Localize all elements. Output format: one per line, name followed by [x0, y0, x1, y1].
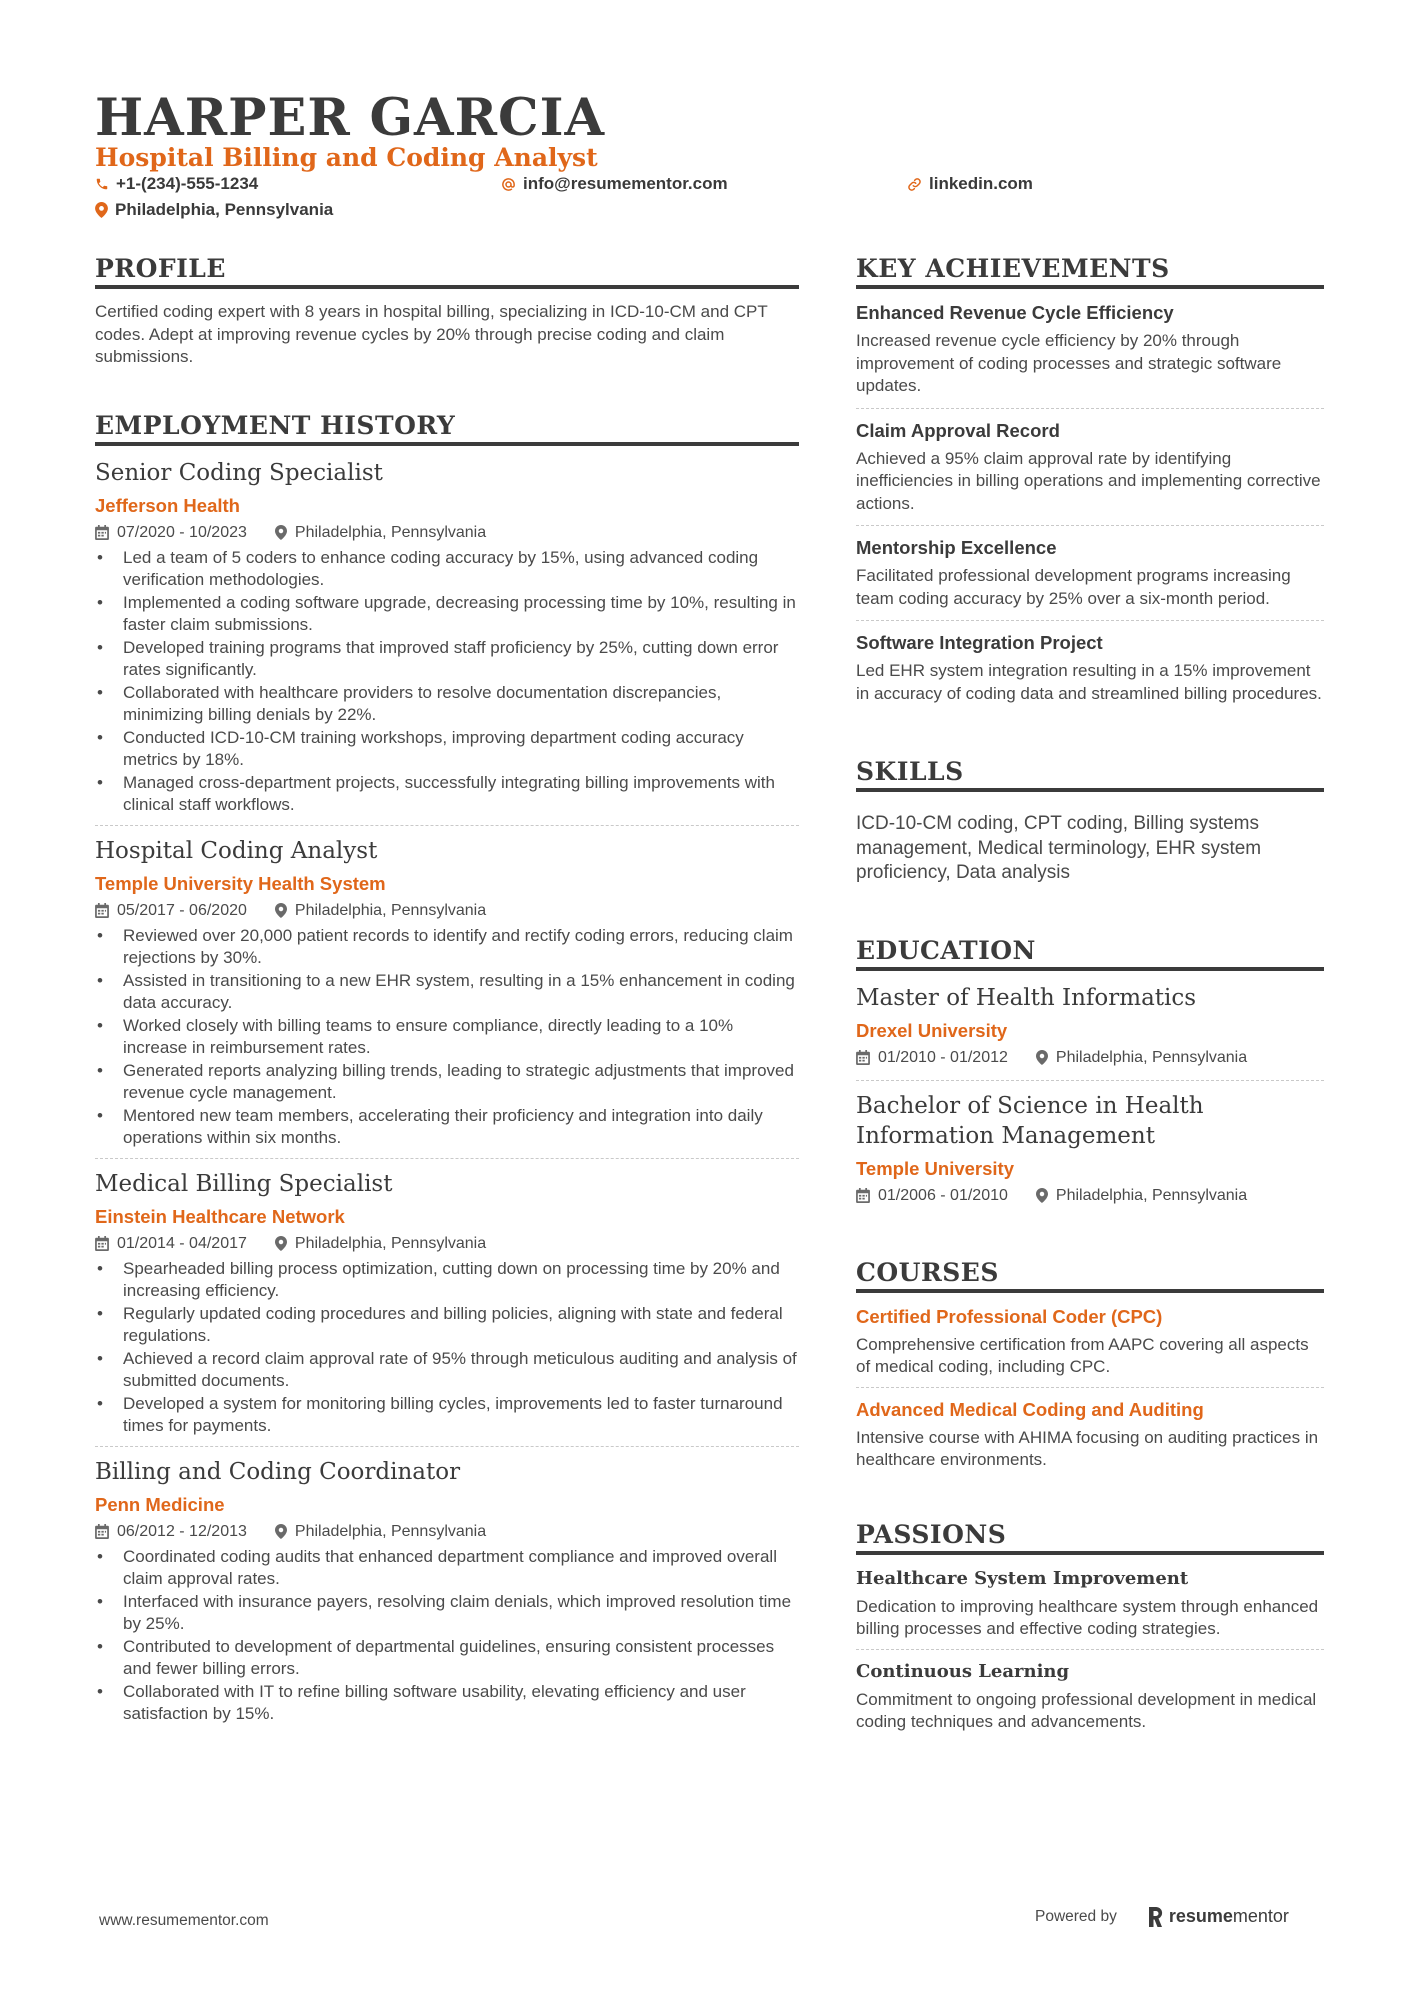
at-icon [501, 177, 516, 192]
education-dates: 01/2010 - 01/2012 [856, 1048, 1008, 1068]
list-item: • Coordinated coding audits that enhanced department compliance and improved overall claim approval rates. [95, 1546, 799, 1591]
list-item: • Assisted in transitioning to a new EHR system, resulting in a 15% enhancement in coding data accuracy. [95, 970, 799, 1015]
education-section [856, 936, 1324, 1218]
job-company: Temple University Health System [95, 872, 386, 894]
degree-title: Bachelor of Science in Health Information Management [856, 1092, 1204, 1149]
job-company: Penn Medicine [95, 1493, 225, 1515]
courses-heading: COURSES [856, 1258, 1324, 1293]
passion-item [856, 1567, 1324, 1650]
course-item [856, 1305, 1324, 1388]
candidate-role: Hospital Billing and Coding Analyst [95, 143, 598, 172]
location-pin-icon [275, 1236, 287, 1251]
job-entry [95, 458, 799, 826]
location-pin-icon [275, 525, 287, 540]
job-entry [95, 1457, 799, 1734]
job-dates: 05/2017 - 06/2020 [95, 901, 247, 921]
resumementor-logo-icon [1147, 1907, 1163, 1927]
achievement-title: Software Integration Project [856, 632, 1103, 653]
school-name: Temple University [856, 1157, 1014, 1179]
profile-heading: PROFILE [95, 254, 799, 289]
school-name: Drexel University [856, 1019, 1008, 1041]
profile-section [95, 254, 799, 369]
list-item: • Implemented a coding software upgrade, decreasing processing time by 10%, resulting in faster claim submissions. [95, 592, 799, 637]
job-location: Philadelphia, Pennsylvania [275, 1522, 486, 1542]
achievement-title: Claim Approval Record [856, 419, 1060, 441]
passion-title: Continuous Learning [856, 1660, 1070, 1682]
education-meta [856, 1048, 1324, 1068]
job-location: Philadelphia, Pennsylvania [275, 1234, 486, 1254]
job-entry [95, 836, 799, 1159]
achievement-item [856, 419, 1324, 527]
profile-text: Certified coding expert with 8 years in hospital billing, specializing in ICD-10-CM and CPT codes. Adept at improving revenue cycles by 20% through precise coding and claim submissions. [95, 302, 768, 366]
job-entry [95, 1169, 799, 1447]
job-location: Philadelphia, Pennsylvania [275, 901, 486, 921]
calendar-icon [95, 525, 109, 540]
calendar-icon [95, 1524, 109, 1539]
list-item: • Developed a system for monitoring billing cycles, improvements led to faster turnaround times for payments. [95, 1393, 799, 1438]
job-meta [95, 1522, 799, 1542]
passion-text: Dedication to improving healthcare system through enhanced billing processes and effective coding strategies. [856, 1596, 1319, 1638]
achievements-heading: KEY ACHIEVEMENTS [856, 254, 1324, 289]
location-pin-icon [275, 903, 287, 918]
passions-heading: PASSIONS [856, 1520, 1324, 1555]
job-company: Jefferson Health [95, 494, 240, 516]
education-meta [856, 1186, 1324, 1206]
course-item [856, 1398, 1324, 1480]
list-item: • Generated reports analyzing billing trends, leading to strategic adjustments that improved revenue cycle management. [95, 1060, 799, 1105]
location-pin-icon [275, 1524, 287, 1539]
location-contact [95, 200, 333, 220]
linkedin-text: linkedin.com [929, 174, 1033, 193]
achievement-item [856, 301, 1324, 409]
phone-contact[interactable] [95, 174, 258, 194]
candidate-name: HARPER GARCIA [95, 88, 606, 148]
list-item: • Conducted ICD-10-CM training workshops, improving department coding accuracy metrics by 18%. [95, 727, 799, 772]
list-item: • Contributed to development of departmental guidelines, ensuring consistent processes and fewer billing errors. [95, 1636, 799, 1681]
list-item: • Spearheaded billing process optimization, cutting down on processing time by 20% and increasing efficiency. [95, 1258, 799, 1303]
job-bullets [95, 1546, 799, 1726]
calendar-icon [95, 903, 109, 918]
achievement-text: Facilitated professional development programs increasing team coding accuracy by 25% over a six-month period. [856, 566, 1291, 608]
link-icon [907, 177, 922, 192]
job-meta [95, 523, 799, 543]
list-item: • Achieved a record claim approval rate of 95% through meticulous auditing and analysis of submitted documents. [95, 1348, 799, 1393]
achievement-text: Increased revenue cycle efficiency by 20% through improvement of coding processes and strategic software updates. [856, 331, 1282, 395]
phone-text: +1-(234)-555-1234 [116, 174, 259, 193]
right-column [856, 254, 1324, 1752]
brand-part-1: resume [1168, 1906, 1233, 1926]
education-heading: EDUCATION [856, 936, 1324, 971]
job-meta [95, 1234, 799, 1254]
achievement-item [856, 536, 1324, 621]
list-item: • Worked closely with billing teams to ensure compliance, directly leading to a 10% increase in reimbursement rates. [95, 1015, 799, 1060]
left-column [95, 254, 799, 1744]
brand-part-2: mentor [1232, 1906, 1289, 1926]
achievement-text: Achieved a 95% claim approval rate by identifying inefficiencies in billing operations and implementing corrective actions. [856, 448, 1321, 513]
calendar-icon [95, 1236, 109, 1251]
footer-branding [1035, 1906, 1289, 1927]
list-item: • Mentored new team members, accelerating their proficiency and integration into daily operations within six months. [95, 1105, 799, 1150]
education-location: Philadelphia, Pennsylvania [1036, 1186, 1247, 1206]
education-location: Philadelphia, Pennsylvania [1036, 1048, 1247, 1068]
job-dates: 01/2014 - 04/2017 [95, 1234, 247, 1254]
job-bullets [95, 547, 799, 817]
list-item: • Led a team of 5 coders to enhance coding accuracy by 15%, using advanced coding verification methodologies. [95, 547, 799, 592]
brand-logo[interactable] [1147, 1906, 1289, 1927]
job-title: Medical Billing Specialist [95, 1170, 393, 1197]
calendar-icon [856, 1050, 870, 1065]
course-title: Certified Professional Coder (CPC) [856, 1305, 1163, 1327]
passions-section [856, 1520, 1324, 1742]
skills-text: ICD-10-CM coding, CPT coding, Billing systems management, Medical terminology, EHR system proficiency, Data analysis [856, 813, 1262, 883]
employment-heading: EMPLOYMENT HISTORY [95, 411, 799, 446]
achievement-title: Mentorship Excellence [856, 537, 1057, 558]
skills-heading: SKILLS [856, 757, 1324, 792]
location-pin-icon [95, 202, 108, 218]
course-text: Comprehensive certification from AAPC covering all aspects of medical coding, including CPC. [856, 1334, 1309, 1376]
courses-section [856, 1258, 1324, 1480]
footer-website[interactable]: www.resumementor.com [99, 1912, 269, 1929]
list-item: • Reviewed over 20,000 patient records to identify and rectify coding errors, reducing claim rejections by 30%. [95, 925, 799, 970]
education-item [856, 1091, 1324, 1218]
skills-section [856, 757, 1324, 886]
list-item: • Developed training programs that improved staff proficiency by 25%, cutting down error rates significantly. [95, 637, 799, 682]
achievement-text: Led EHR system integration resulting in a 15% improvement in accuracy of coding data and streamlined billing procedures. [856, 661, 1322, 703]
list-item: • Collaborated with healthcare providers to resolve documentation discrepancies, minimizing billing denials by 22%. [95, 682, 799, 727]
powered-by-label: Powered by [1035, 1907, 1117, 1925]
job-title: Billing and Coding Coordinator [95, 1458, 461, 1485]
job-company: Einstein Healthcare Network [95, 1205, 345, 1227]
list-item: • Interfaced with insurance payers, resolving claim denials, which improved resolution time by 25%. [95, 1591, 799, 1636]
job-bullets [95, 1258, 799, 1438]
job-meta [95, 901, 799, 921]
job-dates: 06/2012 - 12/2013 [95, 1522, 247, 1542]
passion-title: Healthcare System Improvement [856, 1567, 1189, 1589]
education-dates: 01/2006 - 01/2010 [856, 1186, 1008, 1206]
location-pin-icon [1036, 1188, 1048, 1203]
job-title: Hospital Coding Analyst [95, 837, 378, 864]
course-text: Intensive course with AHIMA focusing on auditing practices in healthcare environments. [856, 1427, 1319, 1469]
degree-title: Master of Health Informatics [856, 984, 1197, 1011]
calendar-icon [856, 1188, 870, 1203]
employment-section [95, 411, 799, 1734]
job-title: Senior Coding Specialist [95, 459, 383, 486]
job-bullets [95, 925, 799, 1150]
list-item: • Managed cross-department projects, successfully integrating billing improvements with clinical staff workflows. [95, 772, 799, 817]
achievement-title: Enhanced Revenue Cycle Efficiency [856, 302, 1174, 323]
job-dates: 07/2020 - 10/2023 [95, 523, 247, 543]
achievements-section [856, 254, 1324, 715]
phone-icon [95, 177, 109, 191]
course-title: Advanced Medical Coding and Auditing [856, 1398, 1204, 1420]
passion-text: Commitment to ongoing professional development in medical coding techniques and advancements. [856, 1689, 1317, 1731]
email-text: info@resumementor.com [523, 174, 728, 193]
location-pin-icon [1036, 1050, 1048, 1065]
email-contact[interactable] [501, 174, 728, 194]
list-item: • Regularly updated coding procedures and billing policies, aligning with state and federal regulations. [95, 1303, 799, 1348]
location-text: Philadelphia, Pennsylvania [115, 200, 334, 219]
list-item: • Collaborated with IT to refine billing software usability, elevating efficiency and user satisfaction by 15%. [95, 1681, 799, 1726]
education-item [856, 983, 1324, 1081]
achievement-item [856, 631, 1324, 715]
linkedin-contact[interactable] [907, 174, 1033, 194]
passion-item [856, 1660, 1324, 1742]
job-location: Philadelphia, Pennsylvania [275, 523, 486, 543]
